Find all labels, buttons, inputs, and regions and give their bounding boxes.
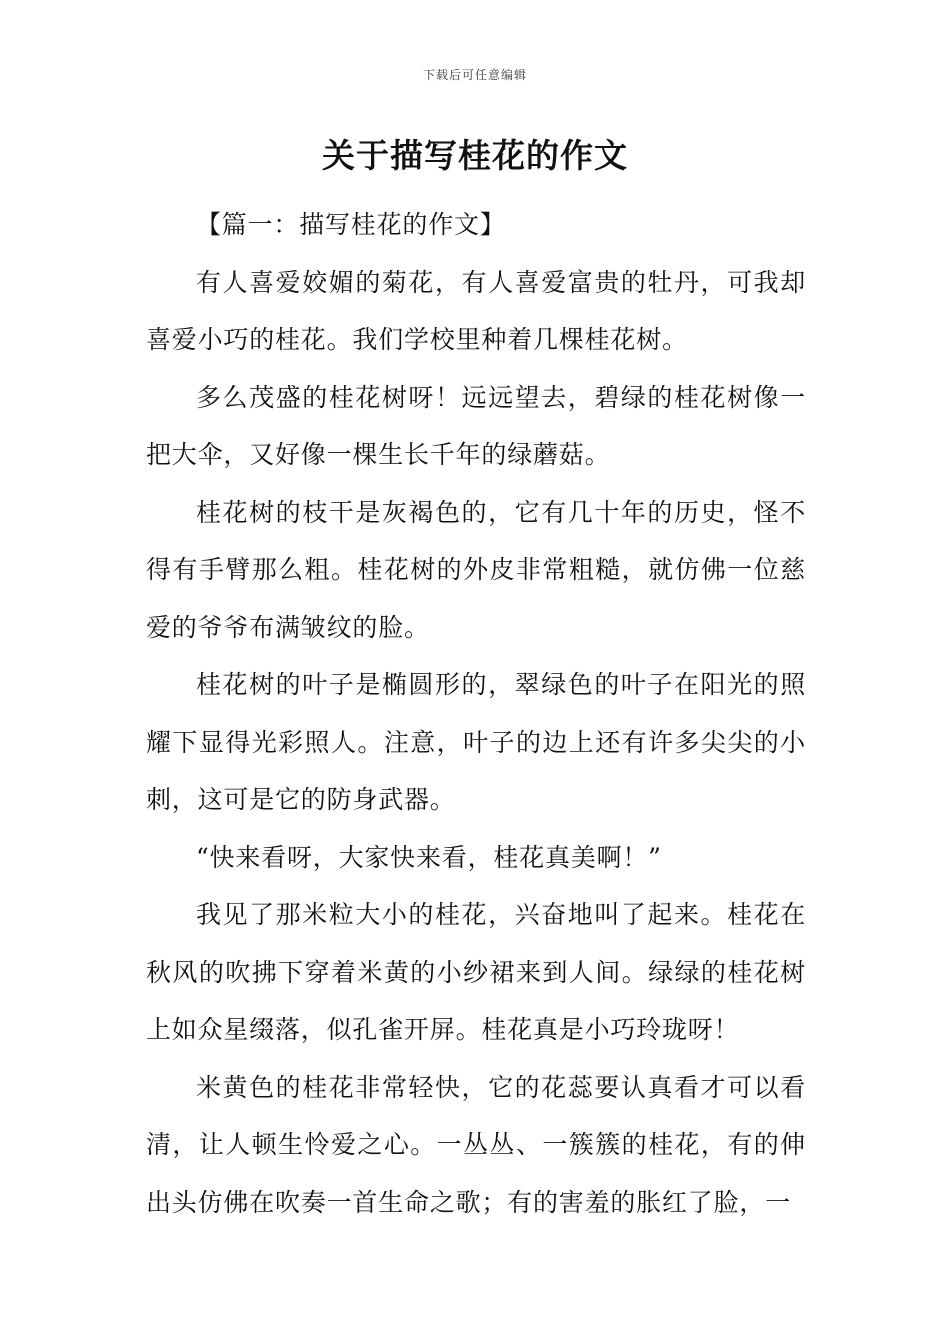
document-body: [146, 196, 806, 1231]
page-header-note: 下载后可任意编辑: [422, 68, 527, 82]
document-title: 关于描写桂花的作文: [322, 136, 628, 175]
quote-paragraph: “快来看呀，大家快来看，桂花真美啊！”: [196, 842, 662, 872]
paragraph: 米黄色的桂花非常轻快，它的花蕊要认真看才可以看清，让人顿生怜爱之心。一丛丛、一簇簇的桂花，有的伸出头仿佛在吹奏一首生命之歌；有的害羞的胀红了脸，一: [146, 1072, 806, 1217]
paragraph: 桂花树的叶子是椭圆形的，翠绿色的叶子在阳光的照耀下显得光彩照人。注意，叶子的边上还有许多尖尖的小刺，这可是它的防身武器。: [146, 670, 806, 814]
section-heading: 【篇一：描写桂花的作文】: [196, 210, 506, 239]
paragraph: 我见了那米粒大小的桂花，兴奋地叫了起来。桂花在秋风的吹拂下穿着米黄的小纱裙来到人间。绿绿的桂花树上如众星缀落，似孔雀开屏。桂花真是小巧玲珑呀！: [146, 900, 806, 1044]
paragraph: 有人喜爱姣媚的菊花，有人喜爱富贵的牡丹，可我却喜爱小巧的桂花。我们学校里种着几棵桂花树。: [146, 267, 806, 354]
paragraph: 桂花树的枝干是灰褐色的，它有几十年的历史，怪不得有手臂那么粗。桂花树的外皮非常粗糙，就仿佛一位慈爱的爷爷布满皱纹的脸。: [146, 497, 806, 642]
paragraph: 多么茂盛的桂花树呀！远远望去，碧绿的桂花树像一把大伞，又好像一棵生长千年的绿蘑菇。: [146, 382, 806, 469]
